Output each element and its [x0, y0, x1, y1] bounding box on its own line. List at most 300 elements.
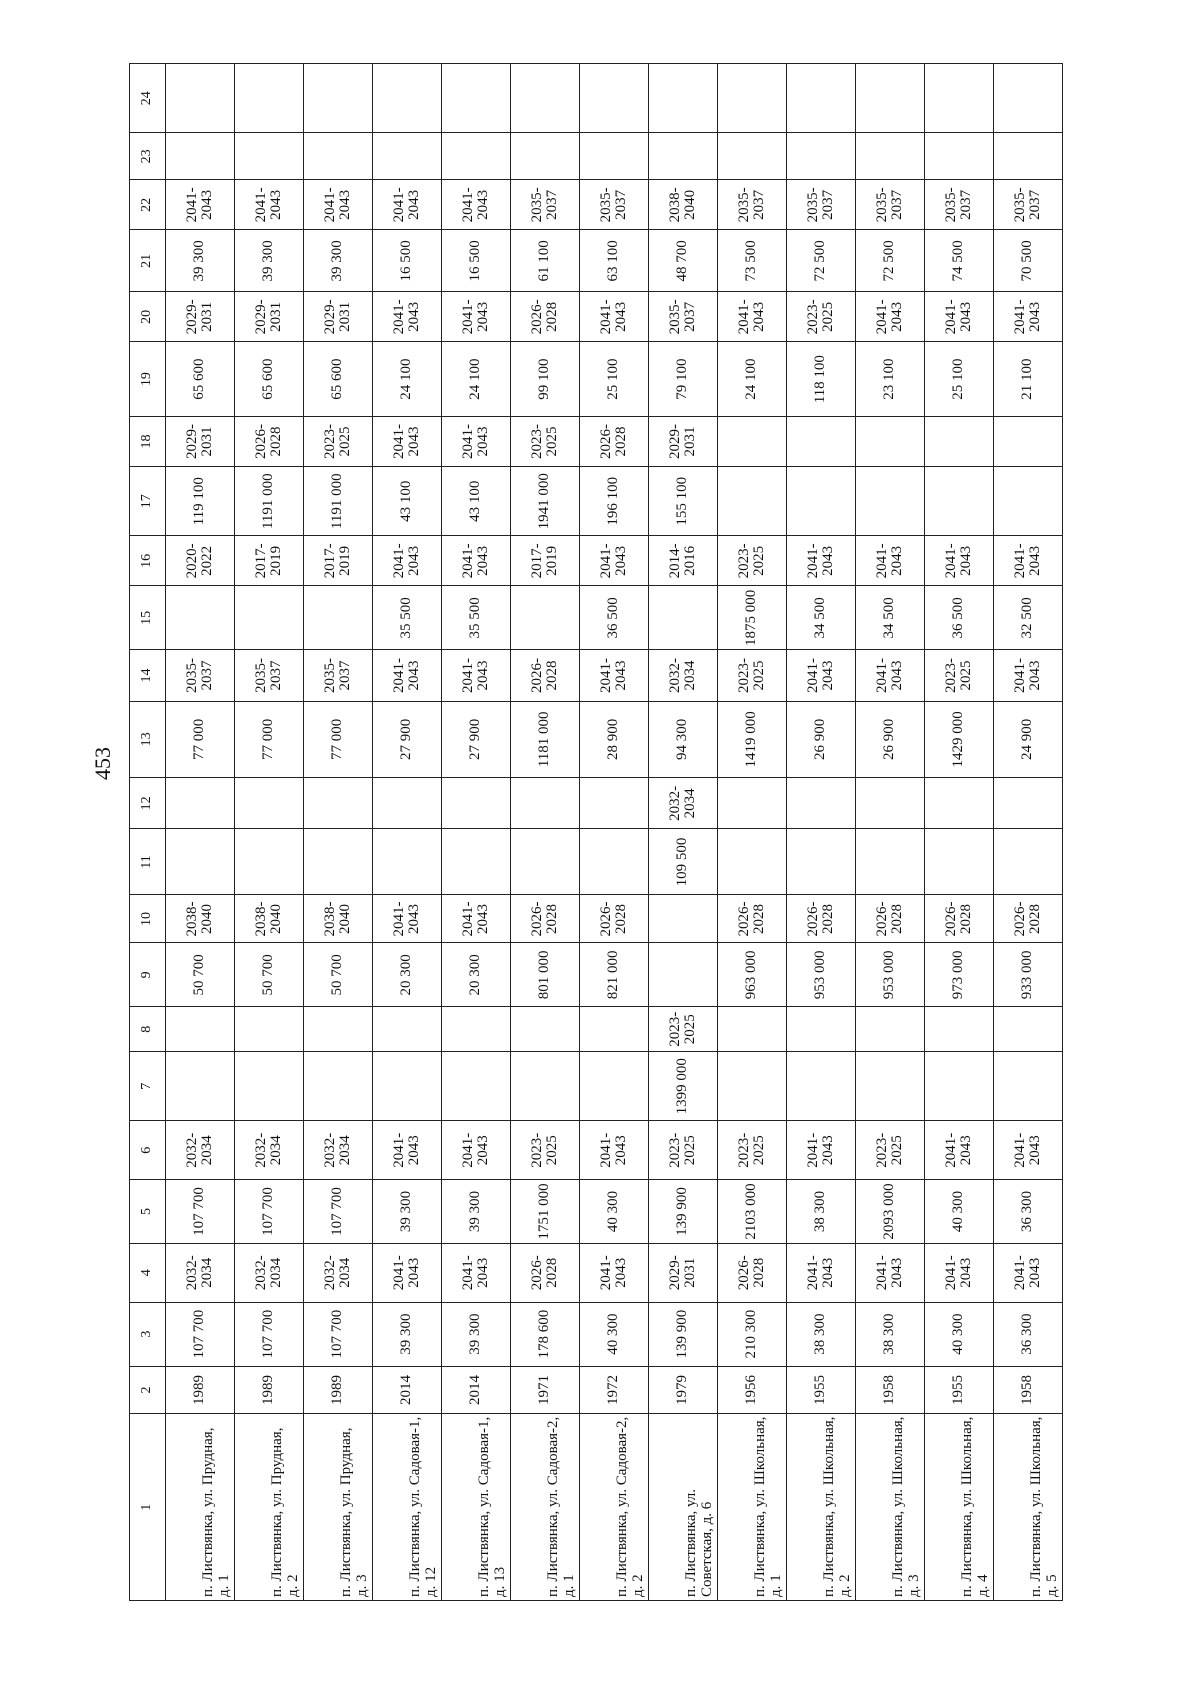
table-cell: 2023-2025 [649, 1121, 718, 1180]
table-cell: 79 100 [649, 342, 718, 417]
table-cell [925, 1007, 994, 1052]
table-cell [511, 586, 580, 650]
table-cell [373, 64, 442, 133]
table-cell [304, 64, 373, 133]
table-cell: 2041-2043 [442, 1121, 511, 1180]
table-cell [580, 1007, 649, 1052]
table-cell: 933 000 [994, 943, 1063, 1007]
table-cell: 107 700 [235, 1180, 304, 1244]
table-cell [511, 64, 580, 133]
table-cell: 39 300 [166, 230, 235, 292]
table-cell [442, 64, 511, 133]
table-cell: 2020-2022 [166, 536, 235, 586]
table-cell: 2041-2043 [373, 292, 442, 342]
table-cell [580, 778, 649, 829]
table-cell [787, 778, 856, 829]
table-cell [718, 416, 787, 466]
column-number: 8 [130, 1007, 166, 1052]
table-row [925, 64, 994, 1601]
table-cell [856, 64, 925, 133]
table-cell [373, 1007, 442, 1052]
table-cell [580, 1052, 649, 1121]
column-number: 13 [130, 701, 166, 778]
table-cell [442, 1007, 511, 1052]
table-cell [511, 1007, 580, 1052]
table-cell: 2029-2031 [304, 292, 373, 342]
address-cell: п. Листвянка, ул. Школьная, д. 2 [787, 1414, 856, 1601]
table-cell: 2032-2034 [304, 1121, 373, 1180]
rotated-table-container [129, 63, 1063, 1601]
table-cell: 27 900 [442, 701, 511, 778]
column-number: 5 [130, 1180, 166, 1244]
table-cell [235, 586, 304, 650]
table-cell [718, 467, 787, 536]
table-cell: 2041-2043 [580, 1121, 649, 1180]
table-cell: 23 100 [856, 342, 925, 417]
table-cell [166, 133, 235, 180]
address-cell: п. Листвянка, ул. Садовая-1, д. 13 [442, 1414, 511, 1601]
column-number: 21 [130, 230, 166, 292]
table-cell: 1751 000 [511, 1180, 580, 1244]
address-cell: п. Листвянка, ул. Прудная, д. 2 [235, 1414, 304, 1601]
table-cell: 27 900 [373, 701, 442, 778]
column-number: 3 [130, 1302, 166, 1366]
table-cell: 1191 000 [304, 467, 373, 536]
table-cell: 2041-2043 [787, 650, 856, 701]
table-cell: 2029-2031 [166, 416, 235, 466]
table-cell: 196 100 [580, 467, 649, 536]
table-cell [925, 1052, 994, 1121]
table-cell: 1955 [925, 1366, 994, 1414]
table-cell: 2041-2043 [580, 650, 649, 701]
table-cell: 2026-2028 [580, 416, 649, 466]
table-cell: 2038-2040 [166, 895, 235, 943]
table-cell: 2023-2025 [304, 416, 373, 466]
table-cell: 1419 000 [718, 701, 787, 778]
table-cell [994, 133, 1063, 180]
table-row [511, 64, 580, 1601]
table-cell: 39 300 [442, 1302, 511, 1366]
table-cell [304, 778, 373, 829]
table-cell: 2035-2037 [718, 180, 787, 230]
table-cell: 1875 000 [718, 586, 787, 650]
column-number: 24 [130, 64, 166, 133]
table-cell [718, 778, 787, 829]
table-cell [994, 778, 1063, 829]
table-cell: 2093 000 [856, 1180, 925, 1244]
table-cell: 50 700 [166, 943, 235, 1007]
table-cell: 63 100 [580, 230, 649, 292]
table-cell [304, 829, 373, 895]
table-cell: 73 500 [718, 230, 787, 292]
table-cell: 2041-2043 [373, 536, 442, 586]
table-cell: 139 900 [649, 1180, 718, 1244]
table-cell [235, 778, 304, 829]
table-cell: 38 300 [787, 1180, 856, 1244]
table-cell: 2023-2025 [511, 416, 580, 466]
table-cell [511, 1052, 580, 1121]
table-cell: 65 600 [235, 342, 304, 417]
table-cell [442, 133, 511, 180]
table-cell [235, 133, 304, 180]
table-cell [166, 778, 235, 829]
table-cell: 21 100 [994, 342, 1063, 417]
address-cell: п. Листвянка, ул. Школьная, д. 5 [994, 1414, 1063, 1601]
table-cell: 28 900 [580, 701, 649, 778]
table-cell: 2026-2028 [580, 895, 649, 943]
table-cell: 2017-2019 [511, 536, 580, 586]
table-cell: 1181 000 [511, 701, 580, 778]
table-cell: 1972 [580, 1366, 649, 1414]
table-cell [580, 64, 649, 133]
table-cell: 2026-2028 [925, 895, 994, 943]
table-cell: 40 300 [925, 1302, 994, 1366]
table-cell [511, 778, 580, 829]
table-cell [442, 829, 511, 895]
table-cell [925, 133, 994, 180]
table-cell: 2041-2043 [787, 1121, 856, 1180]
table-cell [166, 829, 235, 895]
table-cell: 2014 [442, 1366, 511, 1414]
table-cell: 16 500 [442, 230, 511, 292]
table-cell: 32 500 [994, 586, 1063, 650]
table-row [373, 64, 442, 1601]
column-number: 19 [130, 342, 166, 417]
column-number: 2 [130, 1366, 166, 1414]
column-number: 16 [130, 536, 166, 586]
table-cell [649, 64, 718, 133]
table-cell: 24 900 [994, 701, 1063, 778]
column-number: 17 [130, 467, 166, 536]
table-cell: 1191 000 [235, 467, 304, 536]
table-cell: 107 700 [235, 1302, 304, 1366]
table-cell: 2038-2040 [235, 895, 304, 943]
table-cell: 2026-2028 [511, 650, 580, 701]
table-cell: 36 500 [580, 586, 649, 650]
table-cell: 2041-2043 [994, 1121, 1063, 1180]
table-cell: 1989 [304, 1366, 373, 1414]
table-cell: 77 000 [166, 701, 235, 778]
table-cell [925, 778, 994, 829]
table-cell [304, 133, 373, 180]
table-cell [787, 1007, 856, 1052]
table-cell: 963 000 [718, 943, 787, 1007]
table-cell: 2041-2043 [925, 292, 994, 342]
table-cell: 39 300 [442, 1180, 511, 1244]
table-cell [580, 829, 649, 895]
table-cell: 2023-2025 [718, 1121, 787, 1180]
table-cell: 2041-2043 [373, 650, 442, 701]
table-cell [994, 1007, 1063, 1052]
table-cell: 2032-2034 [235, 1243, 304, 1302]
table-cell: 20 300 [442, 943, 511, 1007]
table-cell [787, 829, 856, 895]
table-cell [649, 133, 718, 180]
table-cell: 2026-2028 [511, 292, 580, 342]
table-cell: 2041-2043 [235, 180, 304, 230]
table-cell: 36 300 [994, 1180, 1063, 1244]
table-cell: 2041-2043 [787, 536, 856, 586]
table-cell: 2041-2043 [925, 536, 994, 586]
table-cell: 118 100 [787, 342, 856, 417]
table-cell: 107 700 [304, 1302, 373, 1366]
table-cell: 953 000 [787, 943, 856, 1007]
table-cell: 2035-2037 [787, 180, 856, 230]
table-cell: 1989 [235, 1366, 304, 1414]
table-cell: 2041-2043 [856, 1243, 925, 1302]
table-cell: 72 500 [787, 230, 856, 292]
column-number: 4 [130, 1243, 166, 1302]
table-cell: 2041-2043 [442, 416, 511, 466]
table-cell: 2035-2037 [304, 650, 373, 701]
table-cell: 39 300 [373, 1180, 442, 1244]
column-number: 18 [130, 416, 166, 466]
table-cell: 1955 [787, 1366, 856, 1414]
column-number: 9 [130, 943, 166, 1007]
table-row [580, 64, 649, 1601]
data-table [129, 63, 1063, 1601]
table-cell: 24 100 [373, 342, 442, 417]
table-cell: 1958 [994, 1366, 1063, 1414]
table-cell: 1971 [511, 1366, 580, 1414]
table-cell: 43 100 [373, 467, 442, 536]
table-cell: 2041-2043 [373, 180, 442, 230]
table-cell: 34 500 [856, 586, 925, 650]
table-cell: 801 000 [511, 943, 580, 1007]
table-cell: 2029-2031 [166, 292, 235, 342]
table-cell: 20 300 [373, 943, 442, 1007]
table-cell: 2041-2043 [856, 650, 925, 701]
table-cell: 2041-2043 [856, 536, 925, 586]
table-cell [856, 416, 925, 466]
table-cell: 2035-2037 [994, 180, 1063, 230]
table-cell: 107 700 [166, 1180, 235, 1244]
table-cell: 2026-2028 [511, 1243, 580, 1302]
table-cell: 40 300 [580, 1180, 649, 1244]
table-cell: 40 300 [925, 1180, 994, 1244]
address-cell: п. Листвянка, ул. Садовая-2, д. 2 [580, 1414, 649, 1601]
table-cell [166, 1052, 235, 1121]
table-cell: 2041-2043 [442, 292, 511, 342]
table-row [787, 64, 856, 1601]
table-cell [373, 133, 442, 180]
table-cell: 1941 000 [511, 467, 580, 536]
address-cell: п. Листвянка, ул. Школьная, д. 4 [925, 1414, 994, 1601]
table-cell: 119 100 [166, 467, 235, 536]
table-cell: 99 100 [511, 342, 580, 417]
table-cell [787, 416, 856, 466]
table-cell: 50 700 [304, 943, 373, 1007]
table-cell: 2035-2037 [235, 650, 304, 701]
table-cell [787, 467, 856, 536]
table-cell: 39 300 [304, 230, 373, 292]
header-row [130, 64, 166, 1601]
table-cell: 2029-2031 [649, 1243, 718, 1302]
column-number: 7 [130, 1052, 166, 1121]
table-cell: 36 300 [994, 1302, 1063, 1366]
table-cell: 2041-2043 [856, 292, 925, 342]
table-cell [787, 133, 856, 180]
table-cell: 2032-2034 [235, 1121, 304, 1180]
table-cell [580, 133, 649, 180]
table-cell: 2041-2043 [442, 650, 511, 701]
table-cell: 74 500 [925, 230, 994, 292]
table-cell: 48 700 [649, 230, 718, 292]
table-cell: 2041-2043 [304, 180, 373, 230]
table-cell: 2017-2019 [235, 536, 304, 586]
table-cell [166, 586, 235, 650]
table-cell: 155 100 [649, 467, 718, 536]
table-cell [511, 829, 580, 895]
table-row [235, 64, 304, 1601]
table-cell: 2026-2028 [856, 895, 925, 943]
table-cell [994, 467, 1063, 536]
table-cell [718, 1052, 787, 1121]
table-cell: 2017-2019 [304, 536, 373, 586]
table-cell [235, 64, 304, 133]
column-number: 11 [130, 829, 166, 895]
table-cell [718, 64, 787, 133]
table-cell: 65 600 [304, 342, 373, 417]
table-cell [442, 778, 511, 829]
table-cell: 2026-2028 [718, 1243, 787, 1302]
table-cell: 2035-2037 [856, 180, 925, 230]
table-cell: 2026-2028 [511, 895, 580, 943]
table-cell: 2041-2043 [994, 1243, 1063, 1302]
table-cell [925, 467, 994, 536]
table-cell: 2041-2043 [442, 1243, 511, 1302]
table-cell: 2041-2043 [442, 536, 511, 586]
table-cell: 178 600 [511, 1302, 580, 1366]
table-cell: 2041-2043 [166, 180, 235, 230]
table-cell: 43 100 [442, 467, 511, 536]
table-cell [235, 829, 304, 895]
table-cell: 36 500 [925, 586, 994, 650]
table-cell: 2041-2043 [925, 1243, 994, 1302]
table-cell: 40 300 [580, 1302, 649, 1366]
address-cell: п. Листвянка, ул. Прудная, д. 3 [304, 1414, 373, 1601]
table-cell: 2035-2037 [580, 180, 649, 230]
table-cell: 2023-2025 [718, 536, 787, 586]
table-cell [994, 1052, 1063, 1121]
table-cell: 26 900 [856, 701, 925, 778]
address-cell: п. Листвянка, ул. Садовая-2, д. 1 [511, 1414, 580, 1601]
table-cell: 2026-2028 [994, 895, 1063, 943]
table-cell: 24 100 [718, 342, 787, 417]
table-cell [787, 64, 856, 133]
table-row [304, 64, 373, 1601]
table-cell: 2032-2034 [649, 650, 718, 701]
table-cell: 2041-2043 [580, 292, 649, 342]
column-number: 10 [130, 895, 166, 943]
table-cell: 34 500 [787, 586, 856, 650]
table-cell: 2035-2037 [511, 180, 580, 230]
table-cell: 38 300 [856, 1302, 925, 1366]
table-cell: 1958 [856, 1366, 925, 1414]
table-cell: 210 300 [718, 1302, 787, 1366]
table-cell [856, 1052, 925, 1121]
column-number: 14 [130, 650, 166, 701]
table-cell: 1429 000 [925, 701, 994, 778]
table-cell: 2023-2025 [787, 292, 856, 342]
table-cell [304, 1007, 373, 1052]
table-cell: 2041-2043 [373, 416, 442, 466]
table-cell [994, 64, 1063, 133]
table-cell: 2041-2043 [373, 895, 442, 943]
table-cell [718, 133, 787, 180]
table-cell: 2014 [373, 1366, 442, 1414]
column-number: 22 [130, 180, 166, 230]
table-cell: 2041-2043 [925, 1121, 994, 1180]
column-number: 20 [130, 292, 166, 342]
table-cell: 1989 [166, 1366, 235, 1414]
table-cell [373, 778, 442, 829]
table-cell: 2041-2043 [994, 292, 1063, 342]
table-cell [166, 1007, 235, 1052]
table-cell: 2041-2043 [718, 292, 787, 342]
table-cell [925, 416, 994, 466]
table-cell: 2041-2043 [994, 650, 1063, 701]
table-cell: 72 500 [856, 230, 925, 292]
table-cell: 2041-2043 [580, 1243, 649, 1302]
column-number: 6 [130, 1121, 166, 1180]
table-cell: 2041-2043 [442, 180, 511, 230]
table-cell: 2041-2043 [373, 1121, 442, 1180]
table-cell: 39 300 [373, 1302, 442, 1366]
table-row [166, 64, 235, 1601]
table-cell: 77 000 [235, 701, 304, 778]
table-cell [649, 943, 718, 1007]
table-cell: 107 700 [166, 1302, 235, 1366]
table-cell [925, 829, 994, 895]
table-cell [304, 1052, 373, 1121]
table-row [718, 64, 787, 1601]
table-cell: 2041-2043 [994, 536, 1063, 586]
table-cell: 2035-2037 [925, 180, 994, 230]
table-cell: 35 500 [442, 586, 511, 650]
table-cell: 65 600 [166, 342, 235, 417]
table-cell [856, 829, 925, 895]
table-cell: 77 000 [304, 701, 373, 778]
table-cell: 2032-2034 [649, 778, 718, 829]
table-cell: 24 100 [442, 342, 511, 417]
table-cell: 94 300 [649, 701, 718, 778]
table-cell: 2023-2025 [856, 1121, 925, 1180]
table-cell [925, 64, 994, 133]
table-cell [511, 133, 580, 180]
table-cell [235, 1052, 304, 1121]
table-cell: 2035-2037 [166, 650, 235, 701]
table-cell: 1979 [649, 1366, 718, 1414]
table-cell [373, 1052, 442, 1121]
table-cell: 973 000 [925, 943, 994, 1007]
table-cell: 35 500 [373, 586, 442, 650]
table-cell [856, 778, 925, 829]
table-cell: 2032-2034 [304, 1243, 373, 1302]
table-row [856, 64, 925, 1601]
table-cell: 2041-2043 [442, 895, 511, 943]
table-cell: 2032-2034 [166, 1121, 235, 1180]
table-cell [235, 1007, 304, 1052]
table-cell: 2026-2028 [718, 895, 787, 943]
table-cell: 2032-2034 [166, 1243, 235, 1302]
address-cell: п. Листвянка, ул. Школьная, д. 3 [856, 1414, 925, 1601]
table-cell: 25 100 [580, 342, 649, 417]
table-cell [166, 64, 235, 133]
table-cell: 2041-2043 [373, 1243, 442, 1302]
column-number: 12 [130, 778, 166, 829]
table-cell [787, 1052, 856, 1121]
